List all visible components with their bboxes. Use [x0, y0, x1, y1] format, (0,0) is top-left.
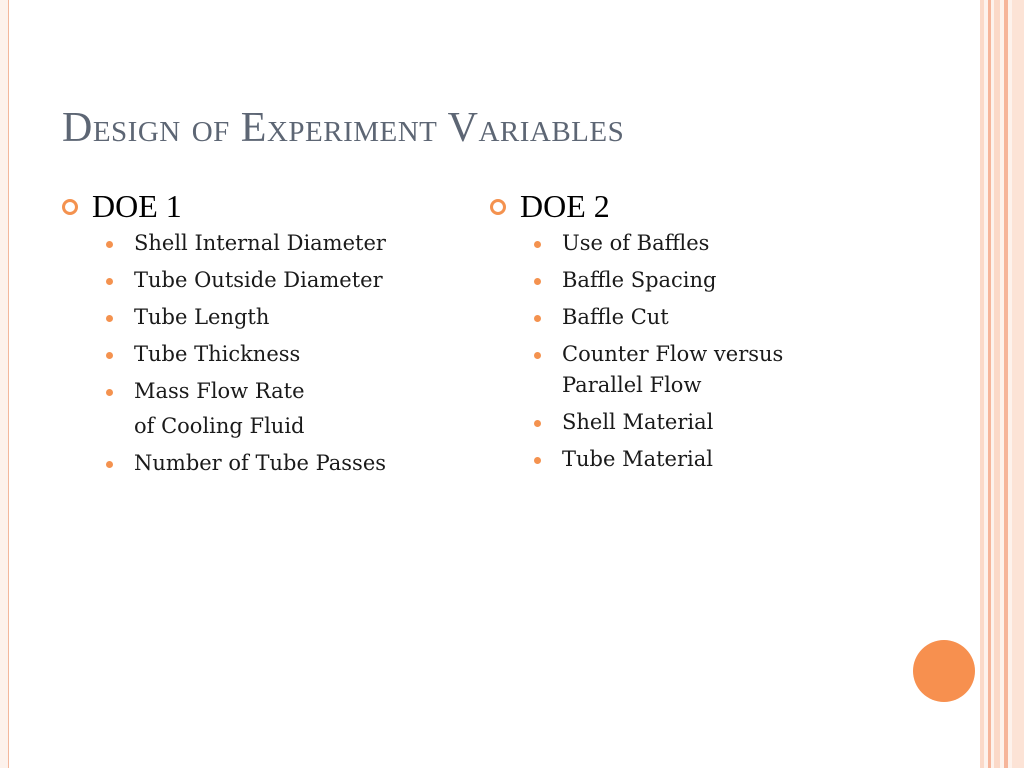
border-stripe [1012, 0, 1024, 768]
bullet-dot-icon [534, 315, 541, 322]
bullet-dot-icon [534, 420, 541, 427]
bullet-dot-icon [106, 389, 113, 396]
column-doe-2 [490, 186, 890, 479]
list-item: Tube Material [490, 444, 890, 475]
list-item: Baffle Spacing [490, 265, 890, 296]
bullet-dot-icon [534, 278, 541, 285]
border-stripe [1004, 0, 1008, 768]
list-item: Shell Internal Diameter [62, 228, 462, 259]
slide-title: Design of Experiment Variables [62, 105, 625, 151]
list-item: Shell Material [490, 407, 890, 438]
border-stripe [980, 0, 984, 768]
bullet-dot-icon [106, 278, 113, 285]
ring-bullet-icon [490, 199, 506, 215]
bullet-list [490, 228, 890, 475]
list-item-continuation: of Cooling Fluid [134, 414, 305, 438]
border-stripe [988, 0, 991, 768]
bullet-dot-icon [534, 241, 541, 248]
heading-text: DOE 1 [92, 188, 182, 224]
list-item: Use of Baffles [490, 228, 890, 259]
bullet-dot-icon [106, 315, 113, 322]
list-item: Counter Flow versus Parallel Flow [490, 339, 812, 401]
bullet-dot-icon [106, 352, 113, 359]
ring-bullet-icon [62, 199, 78, 215]
bullet-list [62, 228, 462, 479]
list-item: Baffle Cut [490, 302, 890, 333]
list-item: Tube Outside Diameter [62, 265, 462, 296]
list-item: Number of Tube Passes [62, 448, 462, 479]
bullet-dot-icon [534, 352, 541, 359]
column-heading [490, 186, 890, 226]
list-item: Tube Length [62, 302, 462, 333]
bullet-dot-icon [106, 461, 113, 468]
heading-text: DOE 2 [520, 188, 610, 224]
bullet-dot-icon [106, 241, 113, 248]
column-heading [62, 186, 462, 226]
bullet-dot-icon [534, 457, 541, 464]
list-item: Mass Flow Rate [62, 376, 462, 407]
column-doe-1 [62, 186, 462, 483]
list-item: Tube Thickness [62, 339, 462, 370]
border-stripe [994, 0, 1000, 768]
decorative-circle [913, 640, 975, 702]
